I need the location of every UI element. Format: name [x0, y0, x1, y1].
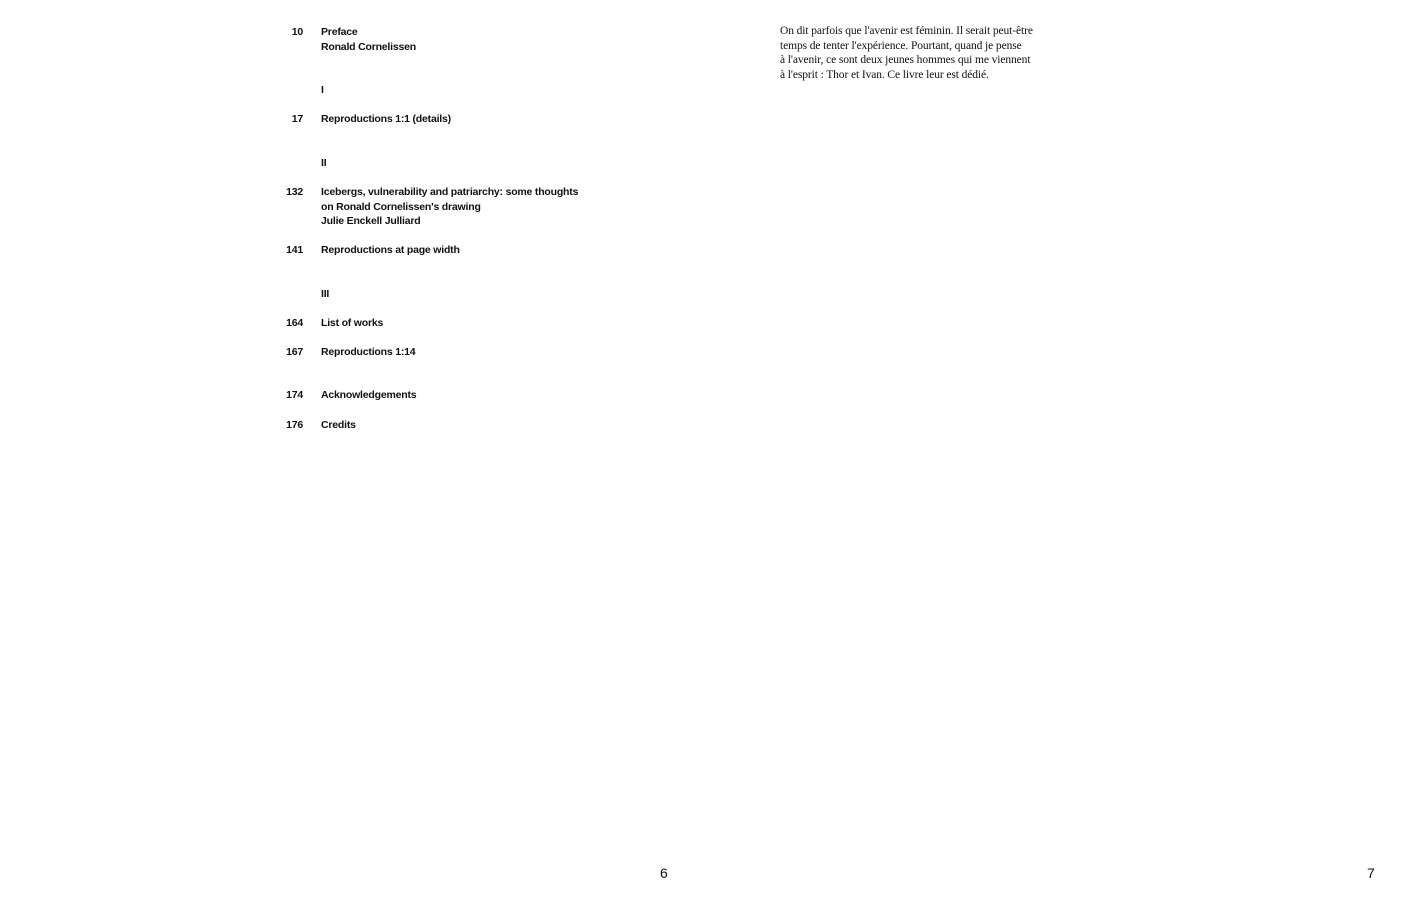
- dedication-text: [780, 24, 1090, 82]
- section-numeral-3: III: [321, 288, 330, 300]
- toc-title-text: Acknowledgements: [321, 389, 417, 401]
- table-of-contents: [0, 0, 700, 912]
- section-numeral-2: II: [321, 157, 327, 169]
- page-number-left: 6: [660, 865, 668, 881]
- toc-title: [321, 185, 578, 229]
- toc-page-number: 10: [291, 26, 303, 38]
- toc-page-number: 132: [286, 186, 303, 198]
- toc-title-text: Credits: [321, 419, 356, 431]
- toc-title-text: Reproductions 1:1 (details): [321, 113, 451, 125]
- section-numeral-1: I: [321, 84, 324, 96]
- toc-title-text: Preface: [321, 26, 358, 38]
- toc-title: [321, 388, 416, 403]
- page-number-right: 7: [1367, 865, 1375, 881]
- dedication-line: On dit parfois que l'avenir est féminin. Il serait peut-être: [780, 25, 1033, 37]
- dedication-line: à l'esprit : Thor et Ivan. Ce livre leur est dédié.: [780, 68, 989, 81]
- toc-title: [321, 25, 416, 54]
- toc-title-text: Reproductions 1:14: [321, 346, 416, 358]
- toc-page-number: 167: [286, 346, 303, 358]
- toc-page-number: 174: [286, 389, 303, 401]
- toc-title: [321, 345, 415, 360]
- dedication-line: à l'avenir, ce sont deux jeunes hommes qui me viennent: [780, 54, 1031, 67]
- toc-title-text: List of works: [321, 317, 384, 329]
- toc-page-number: 17: [291, 113, 303, 125]
- toc-title-text: Icebergs, vulnerability and patriarchy: some thoughts: [321, 186, 579, 198]
- toc-title: [321, 316, 383, 331]
- toc-page-number: 176: [286, 419, 303, 431]
- toc-author: Julie Enckell Julliard: [321, 215, 421, 227]
- toc-author: Ronald Cornelissen: [321, 40, 417, 53]
- toc-title: [321, 418, 356, 433]
- dedication-line: temps de tenter l'expérience. Pourtant, quand je pense: [780, 39, 1022, 52]
- toc-title-text: Reproductions at page width: [321, 244, 460, 256]
- toc-page-number: 141: [286, 244, 303, 256]
- toc-title: [321, 243, 460, 258]
- toc-title-text: on Ronald Cornelissen's drawing: [321, 200, 481, 213]
- toc-title: [321, 112, 451, 127]
- toc-page-number: 164: [286, 317, 303, 329]
